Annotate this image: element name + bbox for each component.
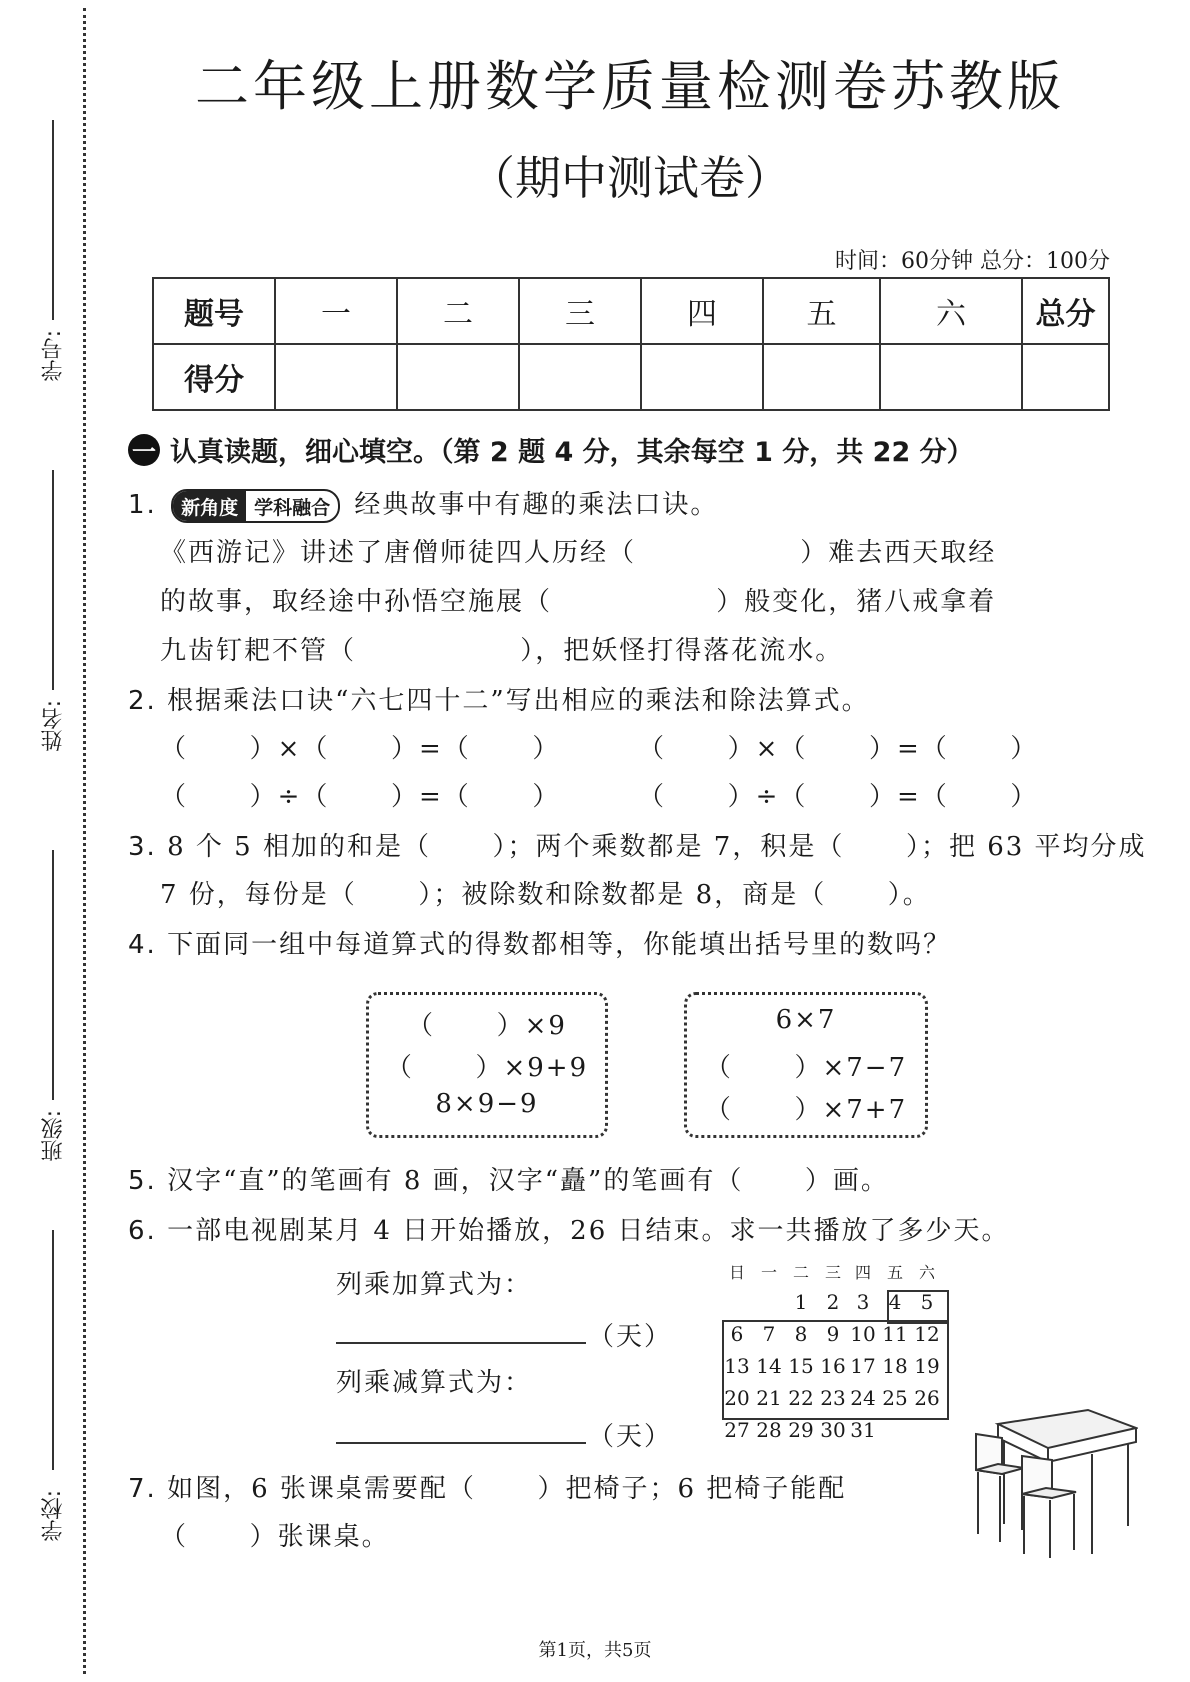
question-text: 经典故事中有趣的乘法口诀。 (354, 490, 719, 520)
calendar-day: 29 (788, 1418, 814, 1442)
question-tag (171, 489, 340, 523)
name-label: 姓名: (41, 700, 66, 752)
calendar-weekday-label: 四 (854, 1263, 871, 1282)
calendar-day: 23 (820, 1386, 846, 1410)
add-formula-label: 列乘加算式为： (336, 1270, 533, 1300)
calendar-day: 5 (920, 1290, 934, 1314)
score-header-cell: 题号 (153, 278, 275, 344)
page-footer: 第1页，共5页 (538, 1640, 652, 1661)
tag-new-angle: 新角度 (173, 491, 246, 521)
calendar-day: 30 (820, 1418, 846, 1442)
calendar-day: 31 (850, 1418, 876, 1442)
score-header-cell: 三 (519, 278, 641, 344)
class-blank[interactable] (52, 850, 54, 1100)
section-number-badge: 一 (128, 434, 160, 466)
question-number: 3. (128, 832, 157, 862)
equation-group-box (366, 992, 608, 1138)
equation-item[interactable]: （ ）×7+7 (704, 1095, 908, 1125)
equation-group-box (684, 992, 928, 1138)
score-cell[interactable] (275, 344, 397, 410)
score-cell[interactable] (641, 344, 763, 410)
question-text: 汉字“直”的笔画有 8 画，汉字“矗”的笔画有（ ）画。 (167, 1166, 889, 1196)
score-cell[interactable] (519, 344, 641, 410)
question-number: 7. (128, 1474, 157, 1504)
score-header-cell: 五 (763, 278, 880, 344)
calendar-day: 7 (762, 1322, 776, 1346)
score-table (152, 277, 1110, 411)
calendar-day: 8 (794, 1322, 808, 1346)
question-1-line: 九齿钉耙不管（ ），把妖怪打得落花流水。 (160, 636, 844, 666)
question-4 (128, 924, 951, 961)
score-row-label: 得分 (153, 344, 275, 410)
sub-formula-label: 列乘减算式为： (336, 1368, 533, 1398)
calendar-day: 12 (914, 1322, 940, 1346)
student-id-label: 学号: (41, 330, 66, 382)
calendar-day: 1 (794, 1290, 808, 1314)
score-table-header-row (153, 278, 1109, 344)
question-3-line: 7 份，每份是（ ）；被除数和除数都是 8，商是（ ）。 (160, 880, 931, 910)
calendar-day: 13 (724, 1354, 750, 1378)
section-heading-text: 认真读题，细心填空。（第 2 题 4 分，其余每空 1 分，共 22 分） (170, 437, 974, 468)
calendar-day: 2 (826, 1290, 840, 1314)
equation-item[interactable]: （ ）×9 (407, 1011, 567, 1041)
unit-days: （天） (588, 1422, 673, 1452)
unit-days: （天） (588, 1322, 673, 1352)
equation-item[interactable]: （ ）×7−7 (704, 1053, 908, 1083)
calendar-day: 14 (756, 1354, 782, 1378)
question-number: 5. (128, 1166, 157, 1196)
equation-blank[interactable]: （ ）÷（ ）=（ ） (638, 782, 1039, 812)
calendar-day: 26 (914, 1386, 940, 1410)
calendar-day: 10 (850, 1322, 876, 1346)
calendar-day: 27 (724, 1418, 750, 1442)
score-header-cell: 六 (880, 278, 1022, 344)
question-5 (128, 1160, 889, 1197)
calendar-day: 22 (788, 1386, 814, 1410)
calendar-weekday-label: 二 (792, 1263, 809, 1282)
calendar-day: 18 (882, 1354, 908, 1378)
page-title: 二年级上册数学质量检测卷苏教版 (195, 55, 1065, 118)
equation-blank[interactable]: （ ）×（ ）=（ ） (160, 734, 561, 764)
equation-blank[interactable]: （ ）÷（ ）=（ ） (160, 782, 561, 812)
exam-meta: 时间：60分钟 总分：100分 (835, 249, 1110, 274)
question-text: 一部电视剧某月 4 日开始播放，26 日结束。求一共播放了多少天。 (167, 1216, 1010, 1246)
question-text: 下面同一组中每道算式的得数都相等，你能填出括号里的数吗？ (167, 930, 952, 960)
calendar-day: 21 (756, 1386, 782, 1410)
score-header-cell: 一 (275, 278, 397, 344)
calendar-day: 3 (856, 1290, 870, 1314)
question-number: 4. (128, 930, 157, 960)
score-table-score-row (153, 344, 1109, 410)
calendar-day: 28 (756, 1418, 782, 1442)
calendar-weekday-label: 一 (760, 1263, 777, 1282)
binding-dotted-line (83, 8, 86, 1674)
calendar-day: 16 (820, 1354, 846, 1378)
class-label: 班级: (41, 1110, 66, 1162)
question-text: 如图，6 张课桌需要配（ ）把椅子；6 把椅子能配 (167, 1474, 847, 1504)
question-1 (128, 484, 718, 523)
question-6 (128, 1210, 1010, 1247)
score-cell[interactable] (880, 344, 1022, 410)
question-3 (128, 826, 1147, 863)
calendar-weekday-label: 五 (886, 1263, 903, 1282)
score-header-cell: 四 (641, 278, 763, 344)
page-subtitle: （期中测试卷） (469, 151, 791, 205)
score-header-cell: 总分 (1022, 278, 1109, 344)
equation-item: 6×7 (775, 1005, 837, 1035)
question-text: 8 个 5 相加的和是（ ）；两个乘数都是 7，积是（ ）；把 63 平均分成 (167, 832, 1147, 862)
calendar-day: 25 (882, 1386, 908, 1410)
question-number: 6. (128, 1216, 157, 1246)
calendar-day: 11 (882, 1322, 908, 1346)
add-formula-blank[interactable] (336, 1342, 586, 1344)
calendar-weekday-label: 六 (918, 1263, 935, 1282)
question-number: 2. (128, 686, 157, 716)
calendar-day: 4 (888, 1290, 902, 1314)
calendar-day: 20 (724, 1386, 750, 1410)
section-heading (128, 430, 974, 469)
question-2 (128, 680, 870, 717)
score-cell[interactable] (763, 344, 880, 410)
equation-item: 8×9−9 (435, 1089, 539, 1119)
tag-subject-fusion: 学科融合 (254, 496, 331, 519)
question-1-line: 《西游记》讲述了唐僧师徒四人历经（ ）难去西天取经 (160, 538, 997, 568)
question-1-line: 的故事，取经途中孙悟空施展（ ）般变化，猪八戒拿着 (160, 587, 997, 617)
calendar-day: 9 (826, 1322, 840, 1346)
calendar-day: 6 (730, 1322, 744, 1346)
calendar-weekday-label: 日 (728, 1263, 745, 1282)
question-number: 1. (128, 490, 157, 520)
calendar-day: 24 (850, 1386, 876, 1410)
question-7-line: （ ）张课桌。 (160, 1522, 390, 1552)
calendar-day: 15 (788, 1354, 814, 1378)
school-blank[interactable] (52, 1230, 54, 1470)
school-label: 学校: (41, 1490, 66, 1542)
equation-item[interactable]: （ ）×9+9 (385, 1053, 589, 1083)
calendar-day: 17 (850, 1354, 876, 1378)
score-header-cell: 二 (397, 278, 519, 344)
student-id-blank[interactable] (52, 120, 54, 320)
equation-blank[interactable]: （ ）×（ ）=（ ） (638, 734, 1039, 764)
desk-chairs-illustration (968, 1404, 1138, 1558)
score-cell[interactable] (397, 344, 519, 410)
question-7 (128, 1468, 846, 1505)
calendar-day: 19 (914, 1354, 940, 1378)
question-text: 根据乘法口诀“六七四十二”写出相应的乘法和除法算式。 (167, 686, 870, 716)
score-cell[interactable] (1022, 344, 1109, 410)
name-blank[interactable] (52, 470, 54, 690)
calendar-weekday-label: 三 (824, 1263, 841, 1282)
sub-formula-blank[interactable] (336, 1442, 586, 1444)
